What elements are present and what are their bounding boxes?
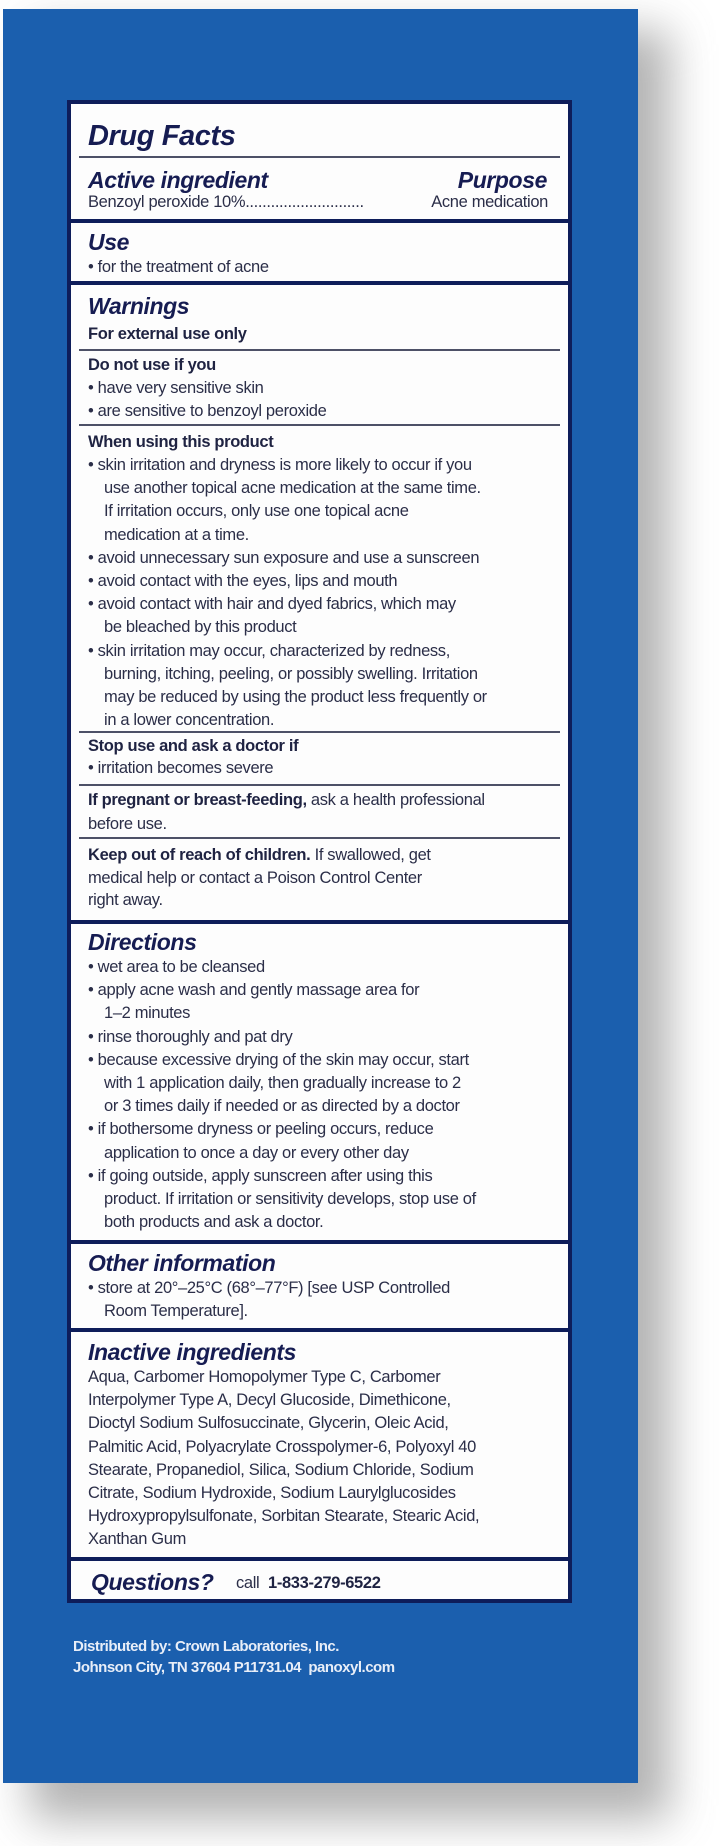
children-warning-line: medical help or contact a Poison Control Center — [88, 869, 422, 887]
bullet-item: • if bothersome dryness or peeling occurs, reduce — [88, 1120, 434, 1139]
pregnancy-warning — [88, 790, 485, 810]
bullet-item: • for the treatment of acne — [88, 258, 269, 276]
other-information-heading: Other information — [88, 1250, 276, 1276]
bullet-item-continuation: product. If irritation or sensitivity develops, stop use of — [104, 1190, 476, 1208]
active-ingredient-purpose: Acne medication — [431, 193, 548, 211]
directions-heading: Directions — [88, 929, 197, 955]
title-divider — [79, 156, 560, 158]
warning-divider — [79, 349, 560, 351]
purpose-heading: Purpose — [457, 167, 547, 193]
bullet-item-continuation: 1–2 minutes — [104, 1004, 191, 1023]
bullet-item-continuation: or 3 times daily if needed or as directed by a doctor — [104, 1097, 460, 1116]
children-warning-bold: Keep out of reach of children. — [88, 846, 311, 864]
bullet-item-continuation: application to once a day or every other day — [104, 1143, 409, 1162]
distributor-address: Johnson City, TN 37604 P11731.04 panoxyl.com — [73, 1659, 395, 1676]
pregnancy-warning-line: before use. — [88, 815, 167, 833]
bullet-item-continuation: Room Temperature]. — [104, 1302, 248, 1321]
section-divider — [67, 1240, 572, 1244]
section-divider — [67, 920, 572, 924]
ingredient-line: Stearate, Propanediol, Silica, Sodium Chloride, Sodium — [88, 1460, 474, 1479]
active-ingredient-row — [88, 192, 548, 212]
bullet-item: • avoid contact with the eyes, lips and mouth — [88, 572, 398, 590]
section-divider — [67, 1557, 572, 1561]
bullet-item: • irritation becomes severe — [88, 759, 274, 777]
bullet-item-continuation: burning, itching, peeling, or possibly swelling. Irritation — [104, 664, 478, 683]
children-warning-text: If swallowed, get — [310, 846, 431, 864]
inactive-ingredients-heading: Inactive ingredients — [88, 1339, 297, 1365]
warning-divider — [79, 731, 560, 733]
bullet-item-continuation: use another topical acne medication at the same time. — [104, 479, 481, 498]
bullet-item-continuation: with 1 application daily, then gradually increase to 2 — [104, 1074, 461, 1092]
bullet-item-continuation: medication at a time. — [104, 525, 249, 544]
ingredient-line: Palmitic Acid, Polyacrylate Crosspolymer-6, Polyoxyl 40 — [88, 1437, 476, 1456]
warnings-heading: Warnings — [88, 293, 190, 319]
bullet-item: • are sensitive to benzoyl peroxide — [88, 402, 327, 421]
bullet-item: • if going outside, apply sunscreen after using this — [88, 1166, 433, 1185]
section-divider — [67, 281, 572, 285]
bullet-item: • skin irritation and dryness is more likely to occur if you — [88, 456, 472, 474]
bullet-item: • have very sensitive skin — [88, 379, 264, 397]
bullet-item-continuation: be bleached by this product — [104, 618, 297, 637]
children-warning — [88, 845, 431, 865]
ingredient-line: Interpolymer Type A, Decyl Glucoside, Dimethicone, — [88, 1391, 451, 1410]
bullet-item: • avoid contact with hair and dyed fabrics, which may — [88, 595, 456, 614]
warning-divider — [79, 837, 560, 839]
ingredient-line: Aqua, Carbomer Homopolymer Type C, Carbomer — [88, 1368, 441, 1386]
bullet-item: • skin irritation may occur, characterized by redness, — [88, 641, 450, 660]
ingredient-line: Citrate, Sodium Hydroxide, Sodium Laurylglucosides — [88, 1484, 456, 1502]
drug-facts-title: Drug Facts — [88, 120, 236, 152]
bullet-item: • rinse thoroughly and pat dry — [88, 1027, 293, 1046]
active-ingredient-name: Benzoyl peroxide 10% — [88, 193, 246, 211]
warning-divider — [79, 784, 560, 786]
dot-leader: ............................ — [245, 193, 364, 211]
bullet-item: • wet area to be cleansed — [88, 958, 265, 976]
warning-divider — [79, 424, 560, 426]
active-ingredient-heading: Active ingredient — [88, 167, 268, 193]
bullet-item-continuation: If irritation occurs, only use one topical acne — [104, 502, 409, 521]
section-divider — [67, 219, 572, 223]
pregnancy-warning-bold: If pregnant or breast-feeding, — [88, 791, 307, 809]
ingredient-line: Hydroxypropylsulfonate, Sorbitan Stearate, Stearic Acid, — [88, 1507, 480, 1526]
bullet-item: • avoid unnecessary sun exposure and use a sunscreen — [88, 548, 480, 567]
use-heading: Use — [88, 229, 129, 255]
bullet-item: • because excessive drying of the skin may occur, start — [88, 1050, 469, 1069]
children-warning-line: right away. — [88, 891, 163, 909]
questions-call-label: call — [236, 1574, 260, 1592]
ingredient-line: Xanthan Gum — [88, 1530, 186, 1549]
when-using-heading: When using this product — [88, 433, 274, 451]
pregnancy-warning-text: ask a health professional — [306, 791, 485, 809]
external-use-warning: For external use only — [88, 325, 247, 343]
distributor-line: Distributed by: Crown Laboratories, Inc. — [73, 1638, 339, 1655]
do-not-use-heading: Do not use if you — [88, 356, 216, 374]
questions-heading: Questions? — [91, 1569, 214, 1595]
bullet-item: • apply acne wash and gently massage area for — [88, 981, 420, 1000]
bullet-item-continuation: both products and ask a doctor. — [104, 1213, 324, 1232]
stop-use-heading: Stop use and ask a doctor if — [88, 737, 299, 755]
bullet-item-continuation: may be reduced by using the product less frequently or — [104, 688, 487, 706]
ingredient-line: Dioctyl Sodium Sulfosuccinate, Glycerin, Oleic Acid, — [88, 1414, 449, 1433]
bullet-item: • store at 20°–25°C (68°–77°F) [see USP Controlled — [88, 1279, 450, 1297]
questions-phone[interactable]: 1-833-279-6522 — [268, 1574, 381, 1592]
bullet-item-continuation: in a lower concentration. — [104, 711, 275, 730]
section-divider — [67, 1328, 572, 1332]
